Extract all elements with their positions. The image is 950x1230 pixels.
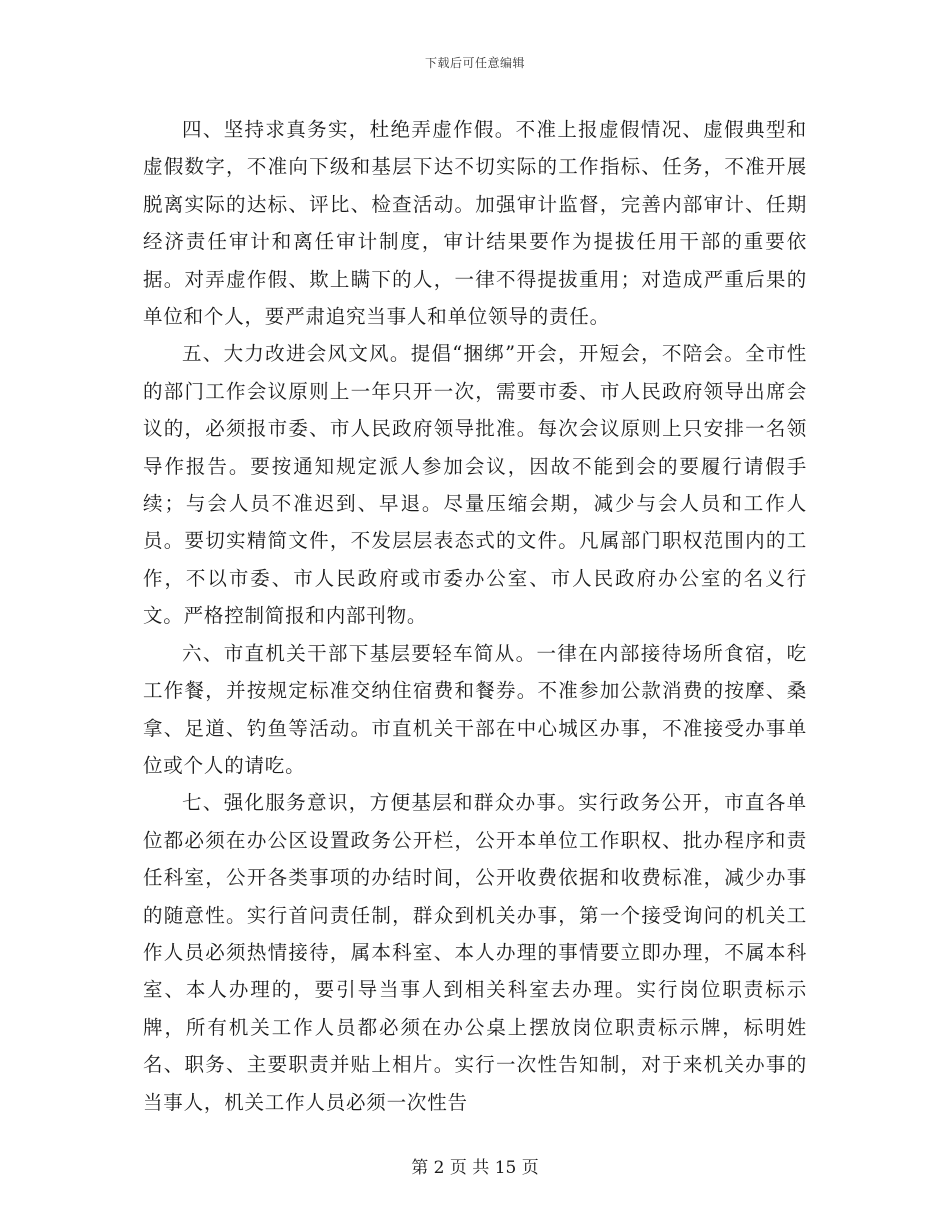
page-header: 下载后可任意编辑 (424, 56, 525, 70)
footer-middle: 页 共 (449, 1158, 490, 1178)
footer-suffix: 页 (521, 1158, 539, 1178)
document-body (143, 111, 807, 1121)
paragraph-4: 四、坚持求真务实，杜绝弄虚作假。不准上报虚假情况、虚假典型和虚假数字，不准向下级和基层下达不切实际的工作指标、任务，不准开展脱离实际的达标、评比、检查活动。加强审计监督，完善内部审计、任期经济责任审计和离任审计制度，审计结果要作为提拔任用干部的重要依据。对弄虚作假、欺上瞒下的人，一律不得提拔重用；对造成严重后果的单位和个人，要严肃追究当事人和单位领导的责任。 (143, 118, 807, 329)
paragraph-5: 五、大力改进会风文风。提倡“捆绑”开会，开短会，不陪会。全市性的部门工作会议原则上一年只开一次，需要市委、市人民政府领导出席会议的，必须报市委、市人民政府领导批准。每次会议原则上只安排一名领导作报告。要按通知规定派人参加会议，因故不能到会的要履行请假手续；与会人员不准迟到、早退。尽量压缩会期，减少与会人员和工作人员。要切实精简文件，不发层层表态式的文件。凡属部门职权范围内的工作，不以市委、市人民政府或市委办公室、市人民政府办公室的名义行文。严格控制简报和内部刊物。 (143, 342, 807, 628)
paragraph-6: 六、市直机关干部下基层要轻车简从。一律在内部接待场所食宿，吃工作餐，并按规定标准交纳住宿费和餐券。不准参加公款消费的按摩、桑拿、足道、钓鱼等活动。市直机关干部在中心城区办事，不准接受办事单位或个人的请吃。 (143, 641, 807, 777)
footer-current-page: 2 (433, 1158, 445, 1178)
footer-total-pages: 15 (494, 1158, 517, 1178)
paragraph-7: 七、强化服务意识，方便基层和群众办事。实行政务公开，市直各单位都必须在办公区设置政务公开栏，公开本单位工作职权、批办程序和责任科室，公开各类事项的办结时间，公开收费依据和收费标准，减少办事的随意性。实行首问责任制，群众到机关办事，第一个接受询问的机关工作人员必须热情接待，属本科室、本人办理的事情要立即办理，不属本科室、本人办理的，要引导当事人到相关科室去办理。实行岗位职责标示牌，所有机关工作人员都必须在办公桌上摆放岗位职责标示牌，标明姓名、职务、主要职责并贴上相片。实行一次性告知制，对于来机关办事的当事人，机关工作人员必须一次性告 (143, 791, 807, 1114)
page-footer (0, 1153, 950, 1178)
footer-prefix: 第 (411, 1158, 429, 1178)
